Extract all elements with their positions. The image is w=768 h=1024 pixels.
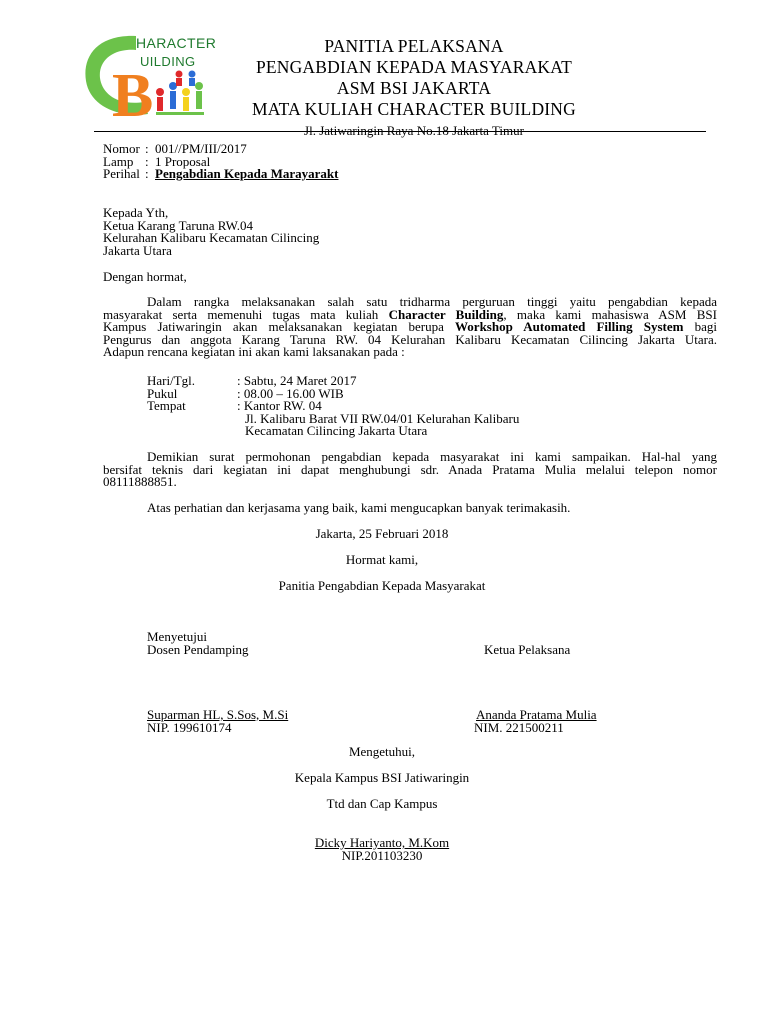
text-run: Kampus Jatiwaringin akan melaksanakan kegiatan berupa [103,319,456,335]
paragraph-line: Demikian surat permohonan pengabdian kepada masyarakat ini kami sampaikan. Hal-hal yang [147,449,717,464]
logo-text-top: HARACTER [136,35,217,51]
date-place: Jakarta, 25 Februari 2018 [315,526,449,541]
perihal-label: Perihal [103,166,140,182]
meta-perihal [103,168,338,181]
schedule-value: : 08.00 – 16.00 WIB [237,385,344,401]
paragraph-2 [103,451,717,489]
schedule-label: Pukul [147,385,178,401]
signature-stamp-placeholder: Ttd dan Cap Kampus [326,796,438,811]
lamp-value: 1 Proposal [155,153,211,169]
text-run: masyarakat serta memenuhi tugas mata kuliah [103,306,389,322]
paragraph-line: Pengurus dan anggota Karang Taruna RW. 04 Kelurahan Kalibaru Kecamatan Cilincing Jakarta Utara. [103,331,717,347]
paragraph-line: 08111888851. [103,474,177,490]
text-run: , maka kami mahasiswa ASM BSI [503,306,717,322]
schedule-value: Kecamatan Cilincing Jakarta Utara [245,423,428,439]
nomor-value: 001//PM/III/2017 [155,141,247,156]
schedule-value: : Sabtu, 24 Maret 2017 [237,373,357,388]
right-sign-name: Ananda Pratama Mulia [476,707,597,722]
recipient-line: Kelurahan Kalibaru Kecamatan Cilincing [103,230,320,246]
colon: : [145,141,149,156]
letterhead-line-3: ASM BSI JAKARTA [336,78,492,98]
schedule-label: Hari/Tgl. [147,373,196,388]
letterhead-line-2: PENGABDIAN KEPADA MASYARAKAT [255,57,573,77]
greeting: Dengan hormat, [103,269,187,284]
logo-letter-b: B [112,62,154,126]
schedule-block [147,375,519,438]
recipient-block [103,207,319,257]
letterhead-line-4: MATA KULIAH CHARACTER BUILDING [252,99,576,119]
recipient-line: Kepada Yth, [103,205,169,220]
colon: : [145,166,149,182]
course-name: Character Building [388,306,504,322]
regards: Hormat kami, [345,552,419,567]
paragraph-line: Adapun rencana kegiatan ini akan kami laksanakan pada : [103,344,405,360]
text-run: bagi [683,319,717,335]
committee-name: Panitia Pengabdian Kepada Masyarakat [278,578,486,593]
lamp-label: Lamp [103,153,134,169]
meta-nomor [103,143,338,156]
head-of-campus-id: NIP.201103230 [341,848,423,863]
left-sign-id: NIP. 199610174 [147,720,232,735]
nomor-label: Nomor [103,141,140,156]
letterhead-address: Jl. Jatiwaringin Raya No.18 Jakarta Timur [304,123,524,138]
spacer [147,425,237,438]
schedule-row [147,385,519,401]
perihal-value: Pengabdian Kepada Marayarakt [155,166,339,182]
paragraph-line: Dalam rangka melaksanakan salah satu tridharma perguruan tinggi yaitu pengabdian kepada [147,294,717,309]
paragraph-1 [103,296,717,359]
right-sign-title: Ketua Pelaksana [484,642,571,657]
left-sign-title-1: Menyetujui [147,629,207,644]
workshop-name: Workshop Automated Filling System [455,319,684,335]
right-sign-id: NIM. 221500211 [474,720,564,735]
closing-text: Atas perhatian dan kerjasama yang baik, kami mengucapkan banyak terimakasih. [147,500,571,515]
acknowledged-label: Mengetuhui, [348,744,416,759]
left-sign-name: Suparman HL, S.Sos, M.Si [147,707,289,722]
letterhead-divider [94,131,706,132]
head-of-campus-name: Dicky Hariyanto, M.Kom [314,835,450,850]
recipient-line: Jakarta Utara [103,242,172,258]
paragraph-line: bersifat teknis dari kegiatan ini dapat menghubungi sdr. Anada Pratama Mulia melalui telepon nomor [103,461,717,477]
colon: : [145,153,149,169]
letterhead [218,36,610,140]
character-building-logo [78,26,218,126]
people-figures-icon [156,71,204,116]
letter-meta [103,143,338,181]
schedule-value: : Kantor RW. 04 [237,398,322,414]
letterhead-line-1: PANITIA PELAKSANA [324,36,504,56]
spacer [147,413,237,426]
schedule-label: Tempat [147,398,186,414]
logo-text-bottom: UILDING [140,54,196,69]
head-of-campus-title: Kepala Kampus BSI Jatiwaringin [294,770,470,785]
recipient-line: Ketua Karang Taruna RW.04 [103,217,253,233]
schedule-value: Jl. Kalibaru Barat VII RW.04/01 Kelurahan Kalibaru [245,410,520,426]
schedule-row [147,425,519,438]
left-sign-title-2: Dosen Pendamping [147,642,249,657]
